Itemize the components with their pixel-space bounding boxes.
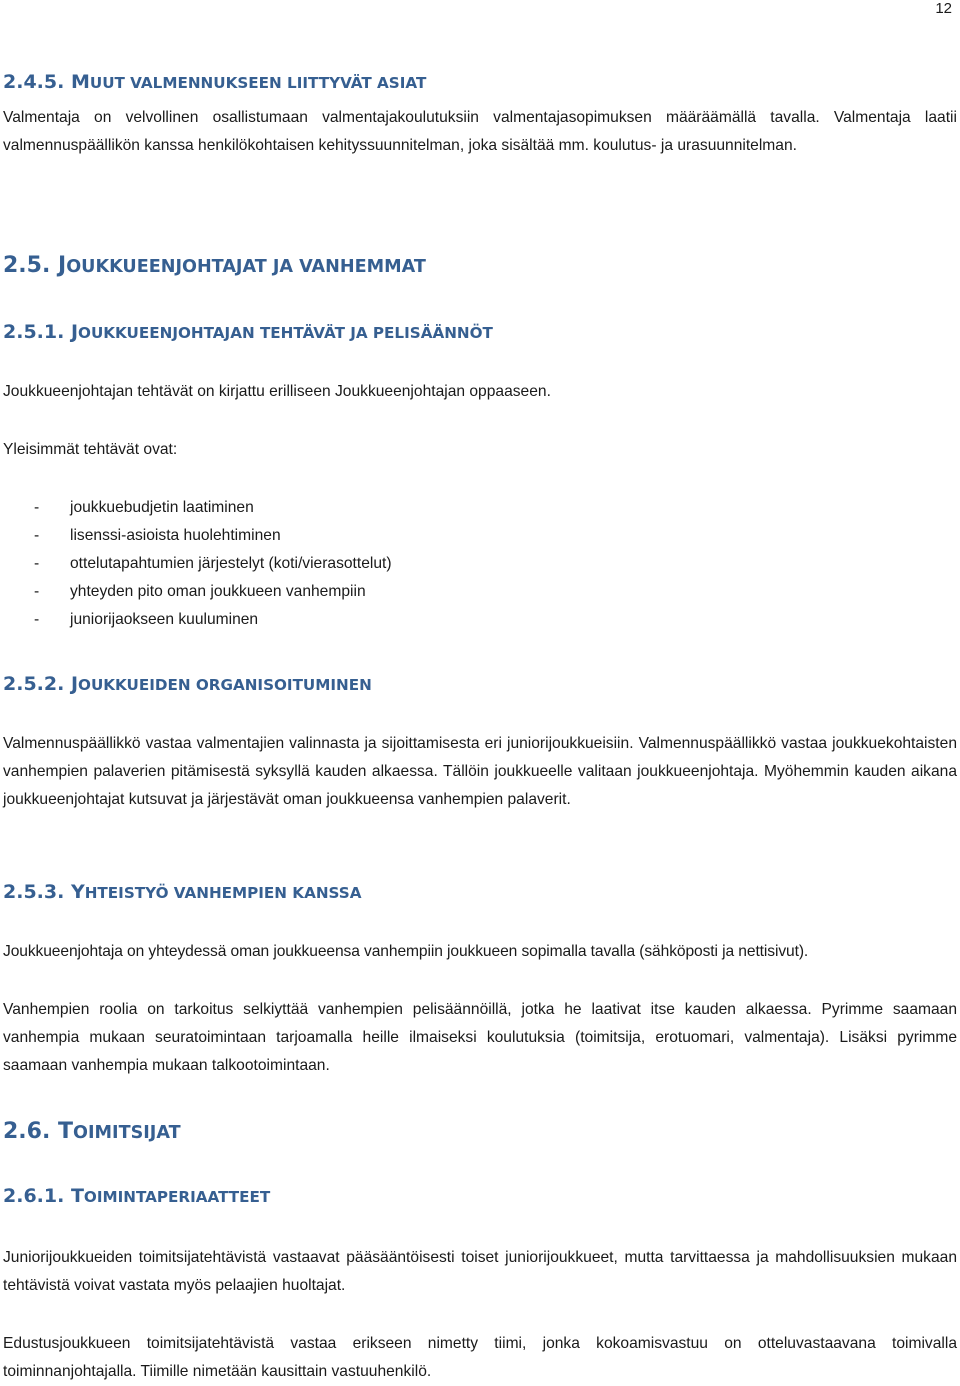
heading-2-5-3 bbox=[3, 880, 957, 905]
list-item: - juniorijaokseen kuuluminen bbox=[34, 611, 259, 628]
paragraph-yleisimmat: Yleisimmät tehtävät ovat: bbox=[3, 441, 178, 458]
heading-2-5-2 bbox=[3, 672, 957, 697]
heading-number: 2.5. bbox=[3, 253, 51, 278]
heading-number: 2.5.1. bbox=[3, 321, 65, 343]
heading-rest: OIMITSIJAT bbox=[73, 1123, 181, 1143]
page-number: 12 bbox=[935, 0, 952, 17]
heading-initial: T bbox=[70, 1185, 84, 1207]
task-list bbox=[3, 494, 957, 634]
list-item: - ottelutapahtumien järjestelyt (koti/vierasottelut) bbox=[34, 555, 392, 572]
heading-2-5 bbox=[3, 252, 957, 281]
list-item: - joukkuebudjetin laatiminen bbox=[34, 499, 254, 516]
heading-number: 2.4.5. bbox=[3, 71, 65, 93]
list-item: - lisenssi-asioista huolehtiminen bbox=[34, 527, 281, 544]
paragraph-joukkueenjohtajan-tehtavat: Joukkueenjohtajan tehtävät on kirjattu erilliseen Joukkueenjohtajan oppaaseen. bbox=[3, 383, 551, 400]
heading-2-6 bbox=[3, 1118, 957, 1147]
paragraph-vanhempien-roolia: Vanhempien roolia on tarkoitus selkiyttää vanhempien pelisäännöillä, jotka he laativat itse kauden alkaessa. Pyrimme saamaan vanhempia mukaan seuratoimintaan tarjoamalla heille ilmaiseksi koulutuksia (toimitsija, erotuomari, valmentaja). Lisäksi pyrimme saamaan vanhempia mukaan talkootoimintaan. bbox=[3, 1001, 957, 1074]
heading-initial: Y bbox=[70, 881, 85, 903]
heading-number: 2.5.2. bbox=[3, 673, 65, 695]
heading-rest: OIMINTAPERIAATTEET bbox=[83, 1188, 271, 1206]
heading-number: 2.5.3. bbox=[3, 881, 65, 903]
heading-initial: J bbox=[58, 253, 67, 278]
heading-number: 2.6. bbox=[3, 1119, 51, 1144]
heading-rest: HTEISTYÖ VANHEMPIEN KANSSA bbox=[84, 884, 362, 902]
list-item: - yhteyden pito oman joukkueen vanhempiin bbox=[34, 583, 366, 600]
paragraph-edustusjoukkueen: Edustusjoukkueen toimitsijatehtävistä vastaa erikseen nimetty tiimi, jonka kokoamisvastuu on otteluvastaavana toimivalla toiminnanjohtajalla. Tiimille nimetään kausittain vastuuhenkilö. bbox=[3, 1335, 957, 1380]
heading-2-6-1 bbox=[3, 1184, 957, 1209]
paragraph-yhteydessa: Joukkueenjohtaja on yhteydessä oman joukkueensa vanhempiin joukkueen sopimalla tavalla (sähköposti ja nettisivut). bbox=[3, 943, 809, 960]
heading-number: 2.6.1. bbox=[3, 1185, 65, 1207]
paragraph-valmennuspaallikko: Valmennuspäällikkö vastaa valmentajien valinnasta ja sijoittamisesta eri juniorijoukkueisiin. Valmennuspäällikkö vastaa joukkuekohtaisten vanhempien palaverien pitämisestä syksyllä kauden alkaessa. Tällöin joukkueelle valitaan joukkueenjohtaja. Myöhemmin kauden aikana joukkueenjohtajat kutsuvat ja järjestävät oman joukkueensa vanhempien palaverit. bbox=[3, 735, 957, 808]
paragraph-juniorijoukkueiden: Juniorijoukkueiden toimitsijatehtävistä vastaavat pääsääntöisesti toiset juniorijoukkueet, mutta tarvittaessa ja mahdollisuuksien mukaan tehtävistä voivat vastata myös pelaajien huoltajat. bbox=[3, 1249, 957, 1294]
paragraph-valmentaja: Valmentaja on velvollinen osallistumaan valmentajakoulutuksiin valmentajasopimuksen määräämällä tavalla. Valmentaja laatii valmennuspäällikön kanssa henkilökohtaisen kehityssuunnitelman, joka sisältää mm. koulutus- ja urasuunnitelman. bbox=[3, 109, 957, 154]
heading-initial: J bbox=[70, 673, 79, 695]
heading-rest: OUKKUEIDEN ORGANISOITUMINEN bbox=[78, 676, 372, 694]
heading-2-4-5 bbox=[3, 70, 957, 95]
heading-rest: UUT VALMENNUKSEEN LIITTYVÄT ASIAT bbox=[89, 74, 427, 92]
heading-rest: OUKKUEENJOHTAJAT JA VANHEMMAT bbox=[66, 257, 426, 277]
heading-rest: OUKKUEENJOHTAJAN TEHTÄVÄT JA PELISÄÄNNÖT bbox=[78, 324, 493, 342]
heading-initial: T bbox=[58, 1119, 74, 1144]
heading-initial: M bbox=[70, 71, 90, 93]
heading-initial: J bbox=[70, 321, 79, 343]
heading-2-5-1 bbox=[3, 320, 957, 345]
